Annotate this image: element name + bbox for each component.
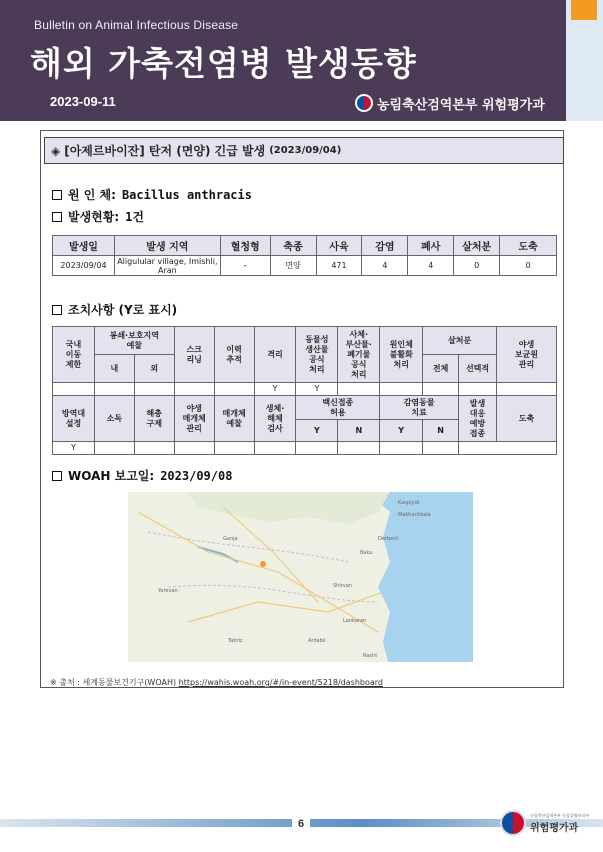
col-header: 감염: [362, 236, 408, 256]
col-header: 전체: [423, 355, 459, 383]
report-title: [아제르바이잔] 탄저 (면양) 긴급 발생: [64, 144, 266, 158]
col-header: Y: [380, 420, 423, 442]
col-header: 선택적: [459, 355, 497, 383]
map-graphic: [128, 492, 473, 662]
map-label: Yerevan: [158, 588, 178, 594]
report-title-date: (2023/09/04): [269, 145, 342, 156]
orange-tab-marker: [571, 0, 597, 20]
map-label: Shirvan: [333, 583, 352, 589]
measures-line: [52, 301, 183, 318]
col-header: 살처분: [423, 327, 497, 355]
table-cell: Y: [53, 442, 95, 455]
source-prefix: ※ 출처 : 세계동물보건기구(WOAH): [50, 678, 177, 687]
col-header: 야생 매개체 관리: [174, 396, 214, 442]
map-label: Makhachkala: [398, 512, 431, 518]
table-cell: [423, 442, 459, 455]
taegeuk-emblem-icon: [355, 94, 373, 112]
table-cell: Y: [254, 383, 296, 396]
table-cell: 2023/09/04: [53, 256, 115, 276]
col-header: 발생 대응 예방 접종: [459, 396, 497, 442]
map-label: Derbent: [378, 536, 399, 542]
woah-line: [52, 467, 232, 484]
col-header: 발생일: [53, 236, 115, 256]
cause-label: 원 인 체:: [68, 188, 116, 202]
col-header: 사체· 부산물· 폐기물 공식 처리: [338, 327, 380, 383]
col-header: 국내 이동 제한: [53, 327, 95, 383]
col-header: 내: [94, 355, 134, 383]
col-header: 발생 지역: [114, 236, 220, 256]
status-line: [52, 208, 144, 225]
status-label: 발생현황:: [68, 210, 120, 224]
org-name: 농림축산검역본부 위험평가과: [377, 97, 545, 113]
checkbox-square-icon: [52, 471, 62, 481]
table-row: [53, 383, 557, 396]
table-cell: 471: [316, 256, 362, 276]
col-header: 도축: [500, 236, 557, 256]
checkbox-square-icon: [52, 212, 62, 222]
cause-line: [52, 186, 252, 203]
header-side-tab: [566, 0, 603, 121]
col-header: 외: [134, 355, 174, 383]
status-value: 1건: [125, 210, 144, 224]
measures-header-row-1: [53, 327, 557, 355]
col-header: 감염동물 치료: [380, 396, 459, 420]
table-cell: [459, 442, 557, 455]
footer-org-big: 위험평가과: [530, 822, 579, 834]
map-label: Baku: [360, 550, 373, 556]
table-cell: [296, 442, 338, 455]
col-header: 혈청형: [220, 236, 270, 256]
cause-value: Bacillus anthracis: [121, 187, 252, 202]
map-label: Kaspiysk: [398, 500, 420, 506]
outbreak-map[interactable]: [128, 492, 473, 662]
col-header: N: [338, 420, 380, 442]
footer-logo: [500, 810, 589, 836]
page-title: 해외 가축전염병 발생동향: [30, 44, 417, 83]
table-cell: 4: [362, 256, 408, 276]
table-cell: [214, 383, 254, 396]
table-cell: [134, 383, 174, 396]
map-label: Rasht: [363, 653, 378, 659]
checkbox-square-icon: [52, 190, 62, 200]
col-header: 격리: [254, 327, 296, 383]
col-header: 봉쇄·보호지역 예찰: [94, 327, 174, 355]
source-note: [50, 677, 383, 688]
col-header: N: [423, 420, 459, 442]
outbreak-marker[interactable]: [260, 561, 266, 567]
table-row: [53, 256, 557, 276]
col-header: 방역대 설정: [53, 396, 95, 442]
table-cell: –: [220, 256, 270, 276]
measures-table: [52, 326, 557, 455]
col-header: 이력 추적: [214, 327, 254, 383]
measures-header-row-2: [53, 396, 557, 420]
table-cell: Y: [296, 383, 338, 396]
map-label: Ganja: [223, 536, 238, 542]
col-header: 백신접종 허용: [296, 396, 380, 420]
col-header: 축종: [270, 236, 316, 256]
col-header: 살처분: [454, 236, 500, 256]
report-title-bar: [44, 137, 564, 164]
table-cell: [94, 383, 134, 396]
bulletin-subtitle: Bulletin on Animal Infectious Disease: [34, 18, 239, 32]
map-label: Tabriz: [228, 638, 243, 644]
col-header: 사육: [316, 236, 362, 256]
col-header: 매개체 예찰: [214, 396, 254, 442]
table-cell: 면양: [270, 256, 316, 276]
table-cell: 0: [454, 256, 500, 276]
col-header: 소독: [94, 396, 134, 442]
col-header: 원인체 불활화 처리: [380, 327, 423, 383]
table-cell: [254, 442, 296, 455]
table-cell: [174, 442, 214, 455]
table-row: [53, 442, 557, 455]
table-cell: [94, 442, 134, 455]
table-cell: [134, 442, 174, 455]
table-cell: 4: [408, 256, 454, 276]
table-cell: Aligulular village, Imishli, Aran: [114, 256, 220, 276]
col-header: 스크 리닝: [174, 327, 214, 383]
checkbox-square-icon: [52, 305, 62, 315]
table-cell: [380, 383, 423, 396]
table-cell: [174, 383, 214, 396]
table-cell: [497, 383, 557, 396]
header-banner: [0, 0, 566, 121]
map-label: Ardabil: [308, 638, 326, 644]
table-cell: [53, 383, 95, 396]
source-link[interactable]: https://wahis.woah.org/#/in-event/5218/dashboard: [178, 678, 383, 687]
map-label: Lankaran: [343, 618, 367, 624]
table-cell: [214, 442, 254, 455]
outbreak-table: [52, 235, 557, 276]
page-number: 6: [292, 818, 310, 832]
col-header: 야생 보균원 관리: [497, 327, 557, 383]
outbreak-header-row: [53, 236, 557, 256]
org-logo: [355, 93, 545, 113]
table-cell: [459, 383, 497, 396]
table-cell: 0: [500, 256, 557, 276]
measures-label: 조치사항 (Y로 표시): [68, 303, 178, 317]
table-cell: [338, 442, 380, 455]
col-header: 폐사: [408, 236, 454, 256]
footer-org-small: 농림축산검역본부 동물질병관리부: [530, 812, 590, 818]
diamond-bullet-icon: ◈: [51, 143, 61, 158]
taegeuk-emblem-icon: [500, 810, 526, 836]
woah-date: 2023/09/08: [160, 468, 233, 483]
col-header: 동물성 생산물 공식 처리: [296, 327, 338, 383]
col-header: Y: [296, 420, 338, 442]
col-header: 해충 구제: [134, 396, 174, 442]
col-header: 생체· 해체 검사: [254, 396, 296, 442]
woah-label: WOAH 보고일:: [68, 469, 155, 483]
table-cell: [423, 383, 459, 396]
table-cell: [338, 383, 380, 396]
table-cell: [380, 442, 423, 455]
col-header: 도축: [497, 396, 557, 442]
issue-date: 2023-09-11: [50, 94, 116, 109]
